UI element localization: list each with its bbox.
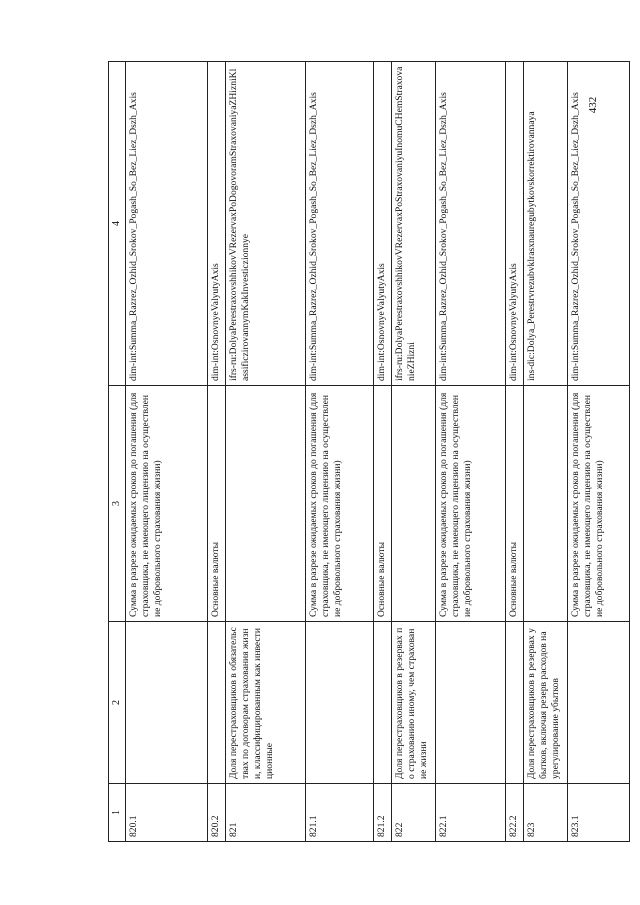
header-col-2: 2: [109, 622, 126, 784]
row-name: [126, 622, 208, 784]
row-code: ifrs-ru:DolyaPerestraxovshhikovVRezervaxPoDogovoramStraxovaniyaZHizniKlassificzirovannymKakInvesticzionnye: [226, 62, 306, 386]
row-id: 821.1: [306, 784, 374, 842]
row-name: [306, 622, 374, 784]
row-id: 823: [524, 784, 568, 842]
table-header-row: [109, 62, 126, 842]
table-row: [374, 62, 392, 842]
table-row: [392, 62, 436, 842]
table-row: [126, 62, 208, 842]
table-row: [208, 62, 226, 842]
header-col-3: 3: [109, 386, 126, 622]
row-code: ins-dic:Dolya_Perestrvrezubvklrasxnauregubytkovskorrektirovannaya: [524, 62, 568, 386]
row-desc: [392, 386, 436, 622]
row-desc: [524, 386, 568, 622]
row-code: dim-int:OsnovnyeValyutyAxis: [506, 62, 524, 386]
row-code: dim-int:OsnovnyeValyutyAxis: [374, 62, 392, 386]
row-id: 822.2: [506, 784, 524, 842]
row-name: [436, 622, 506, 784]
row-id: 822: [392, 784, 436, 842]
row-name: [374, 622, 392, 784]
row-name: [208, 622, 226, 784]
row-desc: Основные валюты: [506, 386, 524, 622]
row-code: dim-int:OsnovnyeValyutyAxis: [208, 62, 226, 386]
row-code: dim-int:Summa_Razrez_Ozhid_Srokov_Pogash_So_Bez_Liez_Dszh_Axis: [306, 62, 374, 386]
row-id: 820.2: [208, 784, 226, 842]
table-row: [524, 62, 568, 842]
row-name: [506, 622, 524, 784]
page-number: 432: [587, 96, 599, 114]
row-code: ifrs-ru:DolyaPerestraxovshhikovVRezervaxPoStraxovaniyuInomuCHemStraxovanieZHizni: [392, 62, 436, 386]
table-row: [506, 62, 524, 842]
row-name: Доля перестраховщиков в резервах по страхованию иному, чем страхование жизни: [392, 622, 436, 784]
header-col-4: 4: [109, 62, 126, 386]
row-desc: Сумма в разрезе ожидаемых сроков до погашения (для страховщика, не имеющего лицензию на осуществление добровольного страхования жизни): [306, 386, 374, 622]
table-row: [226, 62, 306, 842]
row-desc: Основные валюты: [208, 386, 226, 622]
row-code: dim-int:Summa_Razrez_Ozhid_Srokov_Pogash_So_Bez_Liez_Dszh_Axis: [568, 62, 630, 386]
row-name: Доля перестраховщиков в обязательствах по договорам страхования жизни, классифицированным как инвестиционные: [226, 622, 306, 784]
header-col-1: 1: [109, 784, 126, 842]
row-name: [568, 622, 630, 784]
row-id: 821: [226, 784, 306, 842]
row-id: 823.1: [568, 784, 630, 842]
row-id: 822.1: [436, 784, 506, 842]
row-desc: Основные валюты: [374, 386, 392, 622]
row-desc: Сумма в разрезе ожидаемых сроков до погашения (для страховщика, не имеющего лицензию на осуществление добровольного страхования жизни): [568, 386, 630, 622]
table-row: [436, 62, 506, 842]
row-id: 821.2: [374, 784, 392, 842]
row-id: 820.1: [126, 784, 208, 842]
row-name: Доля перестраховщиков в резервах убытков, включая резерв расходов на урегулирование убытков: [524, 622, 568, 784]
row-desc: Сумма в разрезе ожидаемых сроков до погашения (для страховщика, не имеющего лицензию на осуществление добровольного страхования жизни): [126, 386, 208, 622]
table-row: [568, 62, 630, 842]
row-desc: Сумма в разрезе ожидаемых сроков до погашения (для страховщика, не имеющего лицензию на осуществление добровольного страхования жизни): [436, 386, 506, 622]
row-code: dim-int:Summa_Razrez_Ozhid_Srokov_Pogash_So_Bez_Liez_Dszh_Axis: [126, 62, 208, 386]
table-row: [306, 62, 374, 842]
data-table: [108, 61, 630, 842]
row-desc: [226, 386, 306, 622]
row-code: dim-int:Summa_Razrez_Ozhid_Srokov_Pogash_So_Bez_Liez_Dszh_Axis: [436, 62, 506, 386]
